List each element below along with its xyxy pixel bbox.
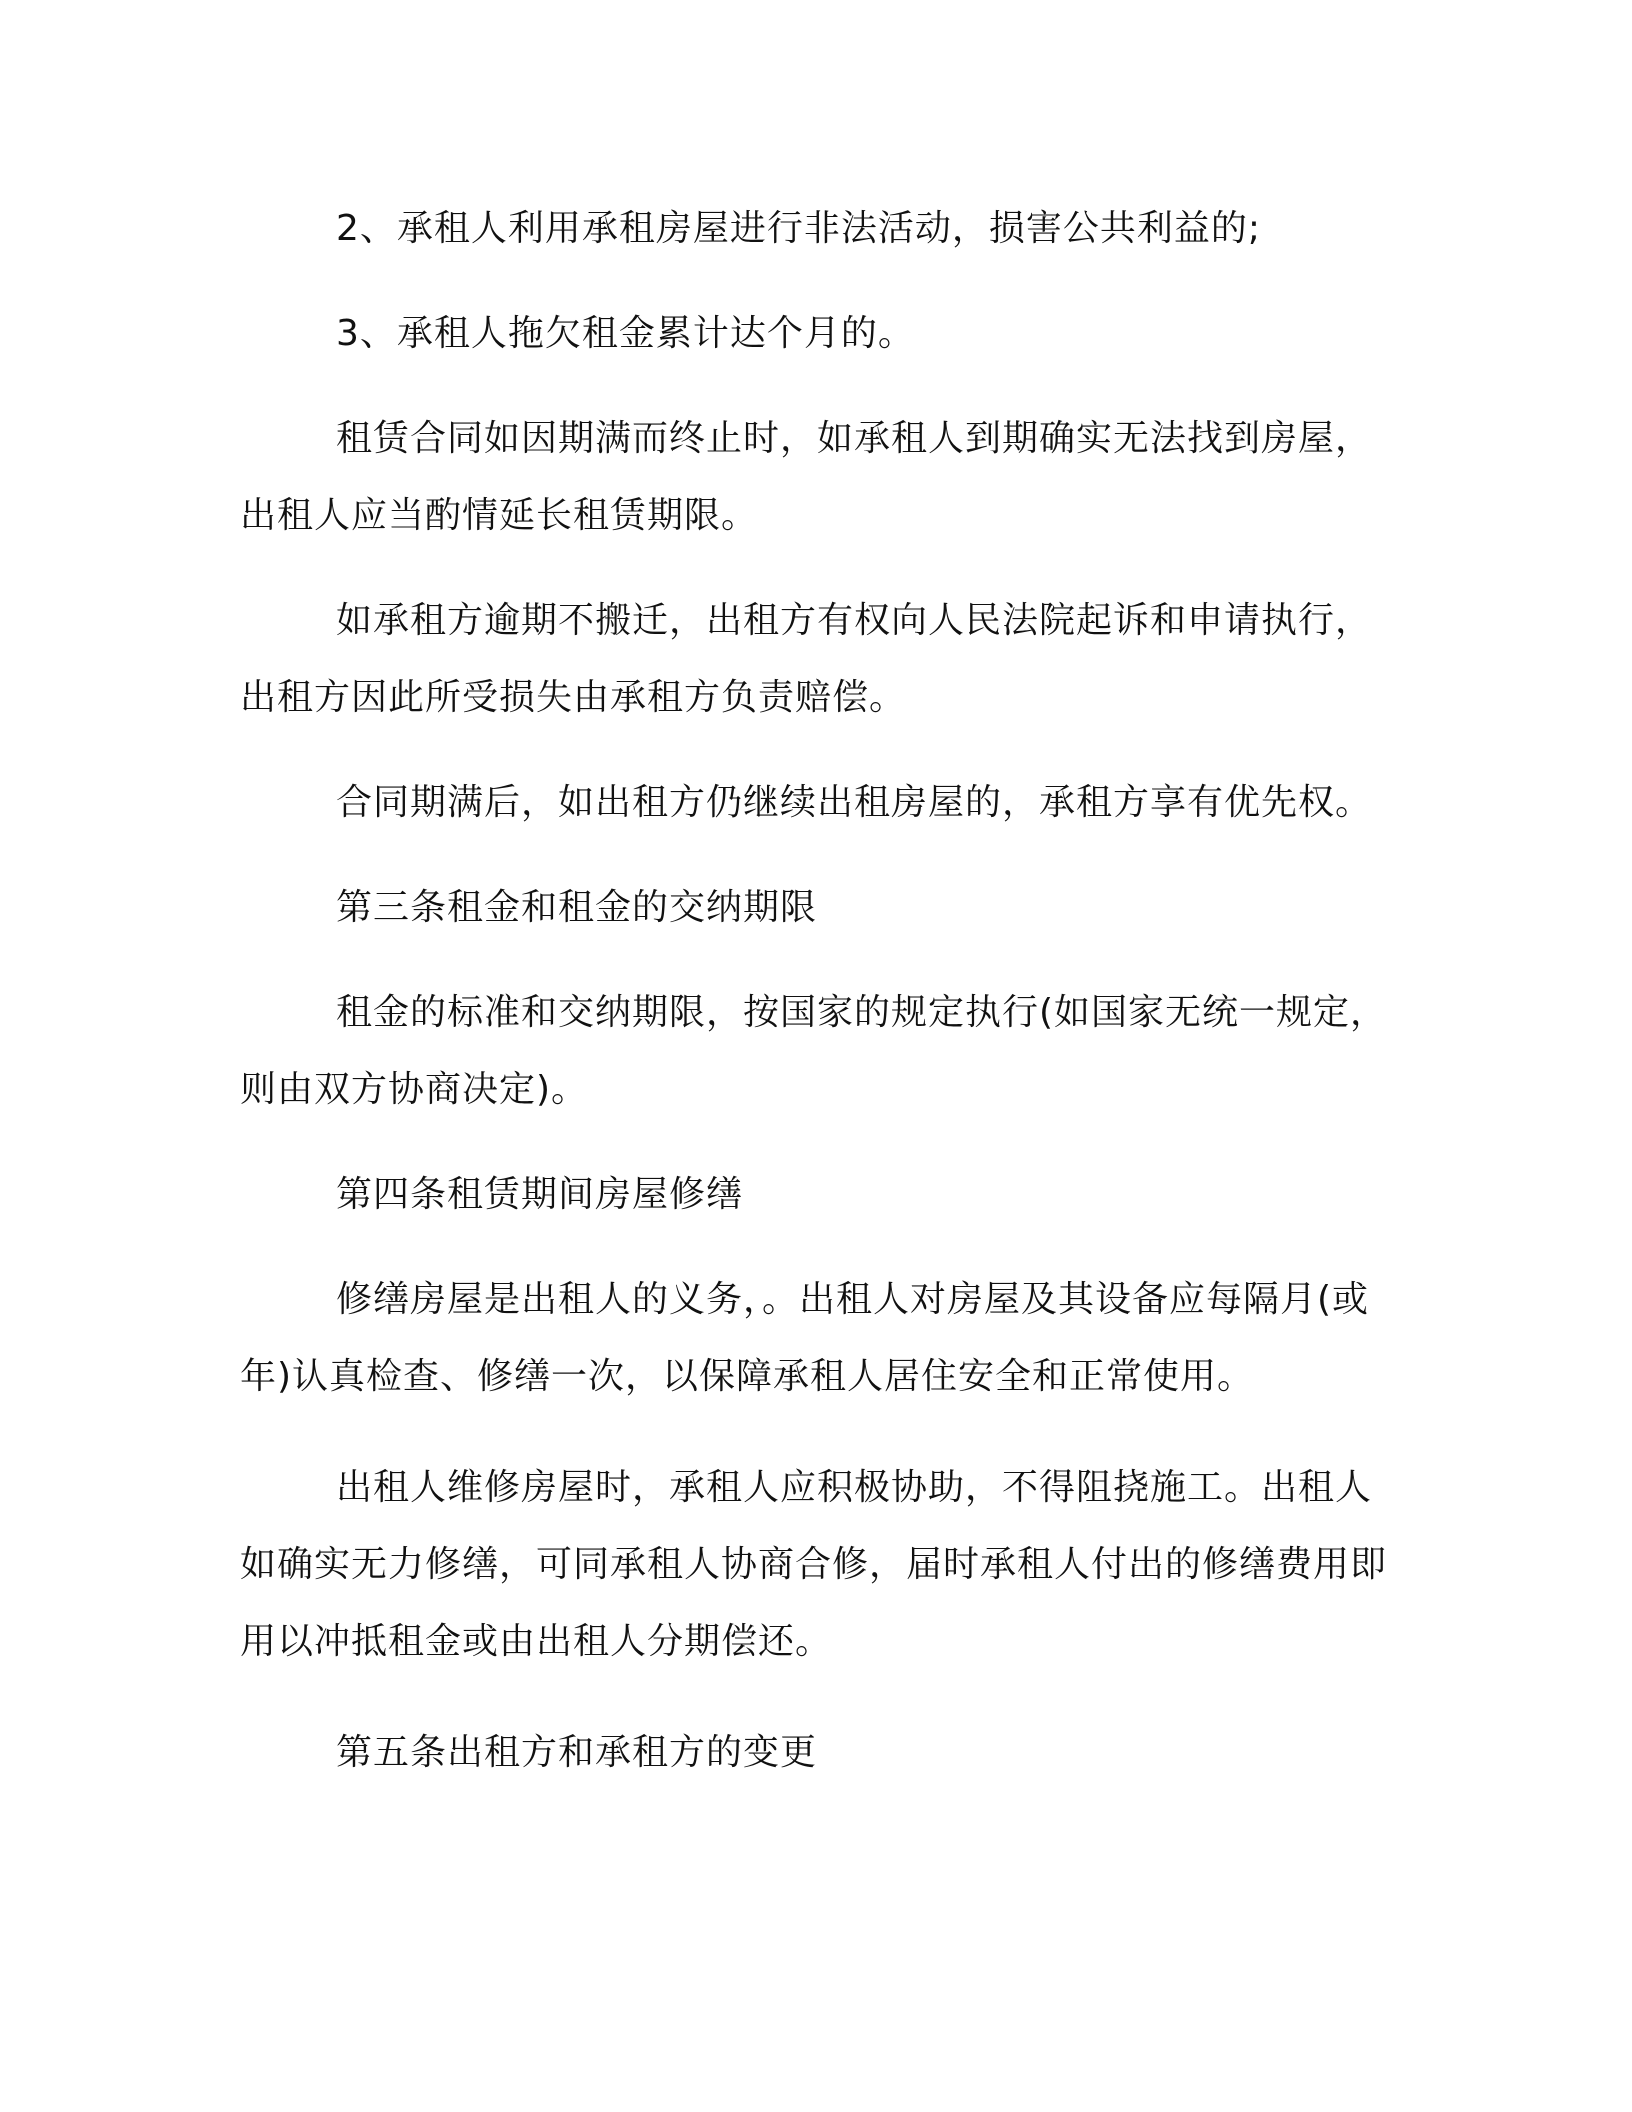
heading-article-4: 第四条租赁期间房屋修缮 — [336, 1174, 744, 1215]
heading-article-5: 第五条出租方和承租方的变更 — [336, 1732, 818, 1773]
paragraph-clause-2: 2、承租人利用承租房屋进行非法活动，损害公共利益的; — [336, 208, 1262, 249]
paragraph-lease-expiry: 租赁合同如因期满而终止时，如承租人到期确实无法找到房屋，出租人应当酌情延长租赁期限。 — [240, 418, 1373, 536]
paragraph-overdue-move: 如承租方逾期不搬迁，出租方有权向人民法院起诉和申请执行，出租方因此所受损失由承租方负责赔偿。 — [240, 600, 1373, 718]
paragraph-repair-duty: 修缮房屋是出租人的义务，。出租人对房屋及其设备应每隔月(或年)认真检查、修缮一次，以保障承租人居住安全和正常使用。 — [240, 1279, 1370, 1397]
heading-article-3: 第三条租金和租金的交纳期限 — [336, 887, 818, 928]
paragraph-rent-standard: 租金的标准和交纳期限，按国家的规定执行(如国家无统一规定，则由双方协商决定)。 — [240, 992, 1388, 1110]
paragraph-priority-right: 合同期满后，如出租方仍继续出租房屋的，承租方享有优先权。 — [336, 782, 1373, 823]
document-body — [240, 190, 1392, 1791]
paragraph-repair-assist: 出租人维修房屋时，承租人应积极协助，不得阻挠施工。出租人如确实无力修缮，可同承租人协商合修，届时承租人付出的修缮费用即用以冲抵租金或由出租人分期偿还。 — [240, 1467, 1388, 1662]
paragraph-clause-3: 3、承租人拖欠租金累计达个月的。 — [336, 313, 915, 354]
